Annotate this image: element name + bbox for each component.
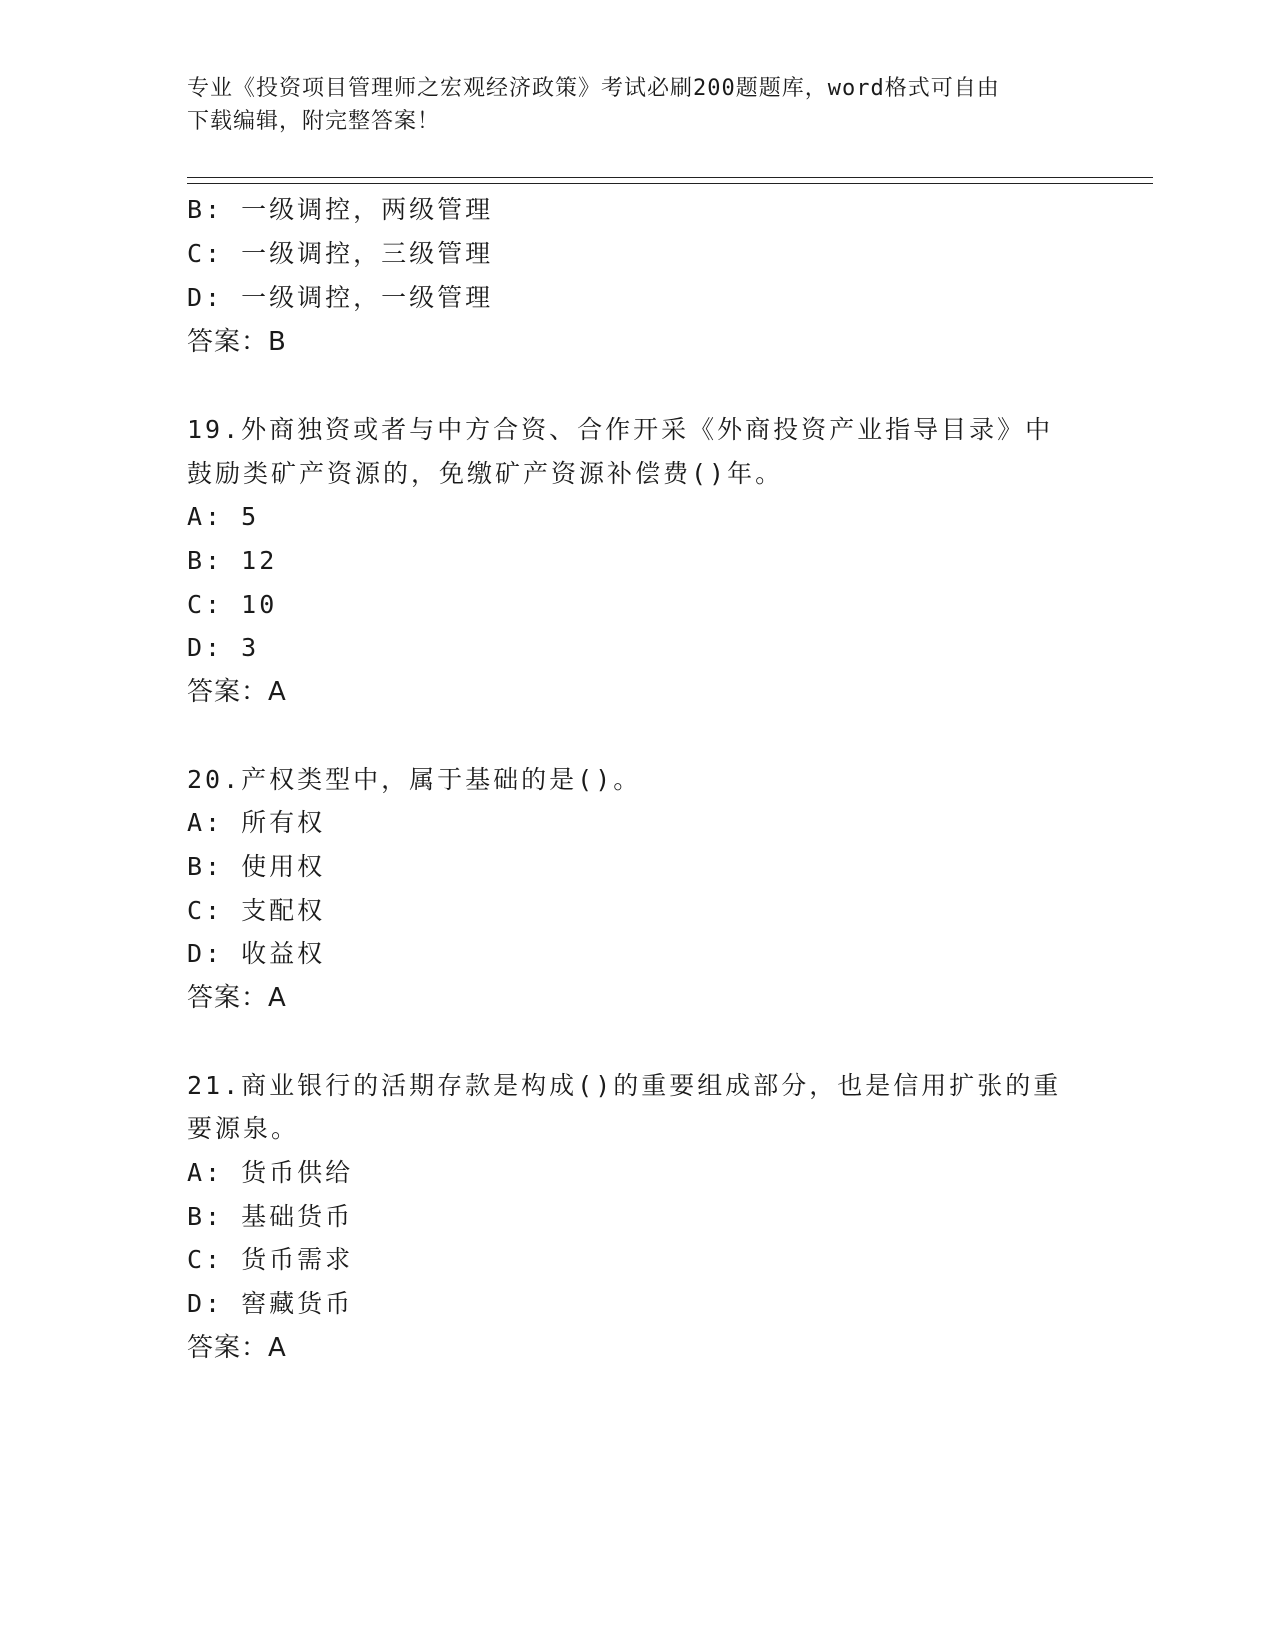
q20-option-b: B: 使用权 xyxy=(187,852,326,881)
q21-option-b: B: 基础货币 xyxy=(187,1202,354,1231)
q21-option-d: D: 窖藏货币 xyxy=(187,1289,354,1318)
header-divider-top xyxy=(187,177,1153,178)
q19-stem-line-2: 鼓励类矿产资源的，免缴矿产资源补偿费()年。 xyxy=(187,459,784,488)
q21-stem-line-2: 要源泉。 xyxy=(187,1114,300,1143)
q18-option-b: B: 一级调控，两级管理 xyxy=(187,195,494,224)
q19-option-d: D: 3 xyxy=(187,633,260,662)
q19-answer: 答案：A xyxy=(187,677,287,707)
q21-stem-line-1: 21.商业银行的活期存款是构成()的重要组成部分，也是信用扩张的重 xyxy=(187,1071,1062,1100)
q19-option-b: B: 12 xyxy=(187,546,278,575)
q21-answer: 答案：A xyxy=(187,1333,287,1363)
q19-option-a: A: 5 xyxy=(187,502,260,531)
header-divider-bottom xyxy=(187,183,1153,184)
q21-option-a: A: 货币供给 xyxy=(187,1158,354,1187)
q19-option-c: C: 10 xyxy=(187,590,278,619)
q18-option-d: D: 一级调控，一级管理 xyxy=(187,283,494,312)
document-header xyxy=(187,72,1087,138)
q18-option-c: C: 一级调控，三级管理 xyxy=(187,239,494,268)
q20-option-c: C: 支配权 xyxy=(187,896,326,925)
q19-stem-line-1: 19.外商独资或者与中方合资、合作开采《外商投资产业指导目录》中 xyxy=(187,415,1054,444)
q18-answer: 答案：B xyxy=(187,327,287,357)
q20-answer: 答案：A xyxy=(187,983,287,1013)
header-line-2: 下载编辑，附完整答案！ xyxy=(187,109,441,134)
header-line-1: 专业《投资项目管理师之宏观经济政策》考试必刷200题题库，word格式可自由 xyxy=(187,76,1000,101)
q20-stem-line-1: 20.产权类型中，属于基础的是()。 xyxy=(187,765,642,794)
q20-option-d: D: 收益权 xyxy=(187,939,326,968)
q20-option-a: A: 所有权 xyxy=(187,808,326,837)
q21-option-c: C: 货币需求 xyxy=(187,1245,354,1274)
